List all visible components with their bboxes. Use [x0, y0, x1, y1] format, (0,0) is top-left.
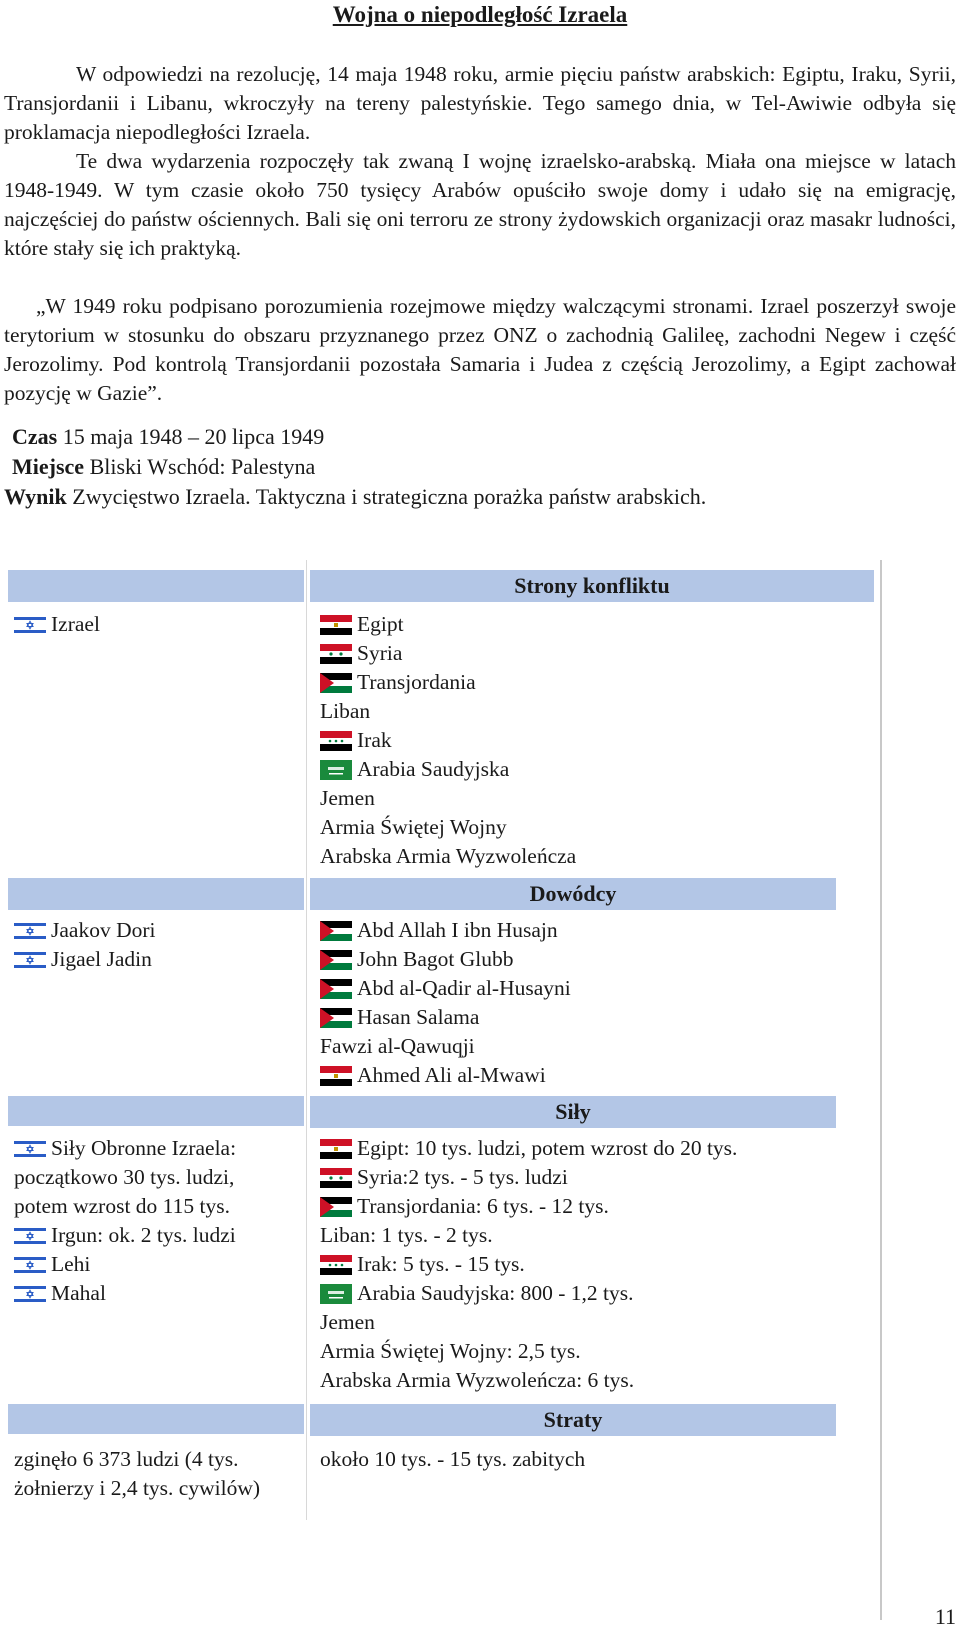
result-label: Wynik — [4, 484, 67, 509]
arab-side-5-label: Arabia Saudyjska — [357, 757, 510, 781]
arab-side-4 — [320, 726, 874, 755]
arab-side-0-label: Egipt — [357, 612, 404, 636]
egypt-flag-icon — [320, 615, 352, 635]
arab-force-8 — [320, 1366, 874, 1395]
paragraph-1: W odpowiedzi na rezolucję, 14 maja 1948 roku, armie pięciu państw arabskich: Egiptu, Iraku, Syrii, Transjordanii i Libanu, wkroczyły na tereny palestyńskie. Tego samego dnia, w Tel-Awiwie odbyła się proklamacja niepodległości Izraela. — [4, 62, 956, 144]
arab-side-7 — [320, 813, 874, 842]
arab-force-0-label: Egipt: 10 tys. ludzi, potem wzrost do 20 tys. — [357, 1136, 738, 1160]
arab-commander-0-label: Abd Allah I ibn Husajn — [357, 918, 558, 942]
israel-commander-0 — [14, 916, 304, 945]
header-strip-left-2 — [8, 878, 304, 910]
arab-force-6-label: Jemen — [320, 1310, 375, 1334]
israel-commander-0-label: Jaakov Dori — [51, 918, 156, 942]
saudi-flag-icon — [320, 1284, 352, 1304]
arab-commander-3-label: Hasan Salama — [357, 1005, 480, 1029]
arab-force-0 — [320, 1134, 874, 1163]
arab-side-2 — [320, 668, 874, 697]
arab-force-2-label: Transjordania: 6 tys. - 12 tys. — [357, 1194, 609, 1218]
info-result — [4, 482, 706, 512]
header-strip-left — [8, 570, 304, 602]
jordan-flag-icon — [320, 950, 352, 970]
israel-commanders-column — [14, 916, 304, 974]
israel-force-3-label: Irgun: ok. 2 tys. ludzi — [51, 1223, 236, 1247]
arab-side-0 — [320, 610, 874, 639]
arab-force-4-label: Irak: 5 tys. - 15 tys. — [357, 1252, 525, 1276]
header-sily: Siły — [310, 1096, 836, 1128]
israel-side-label: Izrael — [51, 612, 100, 636]
israel-force-3 — [14, 1221, 304, 1250]
place-value: Bliski Wschód: Palestyna — [89, 454, 316, 479]
header-strony: Strony konfliktu — [310, 570, 874, 602]
arab-force-2 — [320, 1192, 874, 1221]
header-strip-left-3 — [8, 1096, 304, 1126]
egypt-flag-icon — [320, 1066, 352, 1086]
arab-force-6 — [320, 1308, 874, 1337]
israel-force-1-label: początkowo 30 tys. ludzi, — [14, 1165, 235, 1189]
arab-force-7-label: Armia Świętej Wojny: 2,5 tys. — [320, 1339, 581, 1363]
arab-force-3-label: Liban: 1 tys. - 2 tys. — [320, 1223, 493, 1247]
israel-force-1 — [14, 1163, 304, 1192]
arab-commander-0 — [320, 916, 874, 945]
arab-commanders-column — [320, 916, 874, 1090]
israel-side-row — [14, 610, 304, 639]
arab-force-1-label: Syria:2 tys. - 5 tys. ludzi — [357, 1165, 568, 1189]
israel-commander-1 — [14, 945, 304, 974]
israel-flag-icon — [14, 1139, 46, 1159]
info-time — [12, 422, 324, 452]
arab-commander-1-label: John Bagot Glubb — [357, 947, 514, 971]
israel-flag-icon — [14, 615, 46, 635]
page-number: 11 — [934, 1604, 956, 1629]
israel-force-0-label: Siły Obronne Izraela: — [51, 1136, 237, 1160]
israel-force-5 — [14, 1279, 304, 1308]
arab-side-7-label: Armia Świętej Wojny — [320, 815, 507, 839]
syria-flag-icon — [320, 644, 352, 664]
arab-forces-column — [320, 1134, 874, 1395]
jordan-flag-icon — [320, 1008, 352, 1028]
arab-force-8-label: Arabska Armia Wyzwoleńcza: 6 tys. — [320, 1368, 635, 1392]
israel-flag-icon — [14, 1255, 46, 1275]
arab-commander-4-label: Fawzi al-Qawuqji — [320, 1034, 475, 1058]
israel-force-4-label: Lehi — [51, 1252, 91, 1276]
syria-flag-icon — [320, 1168, 352, 1188]
arab-side-2-label: Transjordania — [357, 670, 476, 694]
israel-force-2 — [14, 1192, 304, 1221]
israel-flag-icon — [14, 1284, 46, 1304]
jordan-flag-icon — [320, 673, 352, 693]
time-label: Czas — [12, 424, 58, 449]
egypt-flag-icon — [320, 1139, 352, 1159]
info-place — [12, 452, 315, 482]
israel-losses-line-2: żołnierzy i 2,4 tys. cywilów) — [14, 1476, 261, 1500]
arab-side-1 — [320, 639, 874, 668]
paragraph-2: Te dwa wydarzenia rozpoczęły tak zwaną I wojnę izraelsko-arabską. Miała ona miejsce w latach 1948-1949. W tym czasie około 750 tysięcy Arabów opuściło swoje domy i udało się na emigrację, najczęściej do państw ościennych. Bali się oni terroru ze strony żydowskich organizacji oraz masakr ludności, które stały się ich praktyką. — [4, 149, 956, 260]
time-value: 15 maja 1948 – 20 lipca 1949 — [62, 424, 325, 449]
arab-side-5 — [320, 755, 874, 784]
arab-sides-column — [320, 610, 874, 871]
arab-commander-3 — [320, 1003, 874, 1032]
arab-losses-text: około 10 tys. - 15 tys. zabitych — [320, 1447, 586, 1471]
israel-flag-icon — [14, 1226, 46, 1246]
saudi-flag-icon — [320, 760, 352, 780]
arab-force-3 — [320, 1221, 874, 1250]
arab-side-6-label: Jemen — [320, 786, 375, 810]
arab-commander-5-label: Ahmed Ali al-Mwawi — [357, 1063, 546, 1087]
arab-force-1 — [320, 1163, 874, 1192]
jordan-flag-icon — [320, 1197, 352, 1217]
jordan-flag-icon — [320, 979, 352, 999]
israel-forces-column — [14, 1134, 304, 1308]
israel-force-2-label: potem wzrost do 115 tys. — [14, 1194, 230, 1218]
arab-side-6 — [320, 784, 874, 813]
arab-side-8 — [320, 842, 874, 871]
arab-commander-1 — [320, 945, 874, 974]
arab-force-5 — [320, 1279, 874, 1308]
jordan-flag-icon — [320, 921, 352, 941]
israel-force-4 — [14, 1250, 304, 1279]
place-label: Miejsce — [12, 454, 85, 479]
header-strip-left-4 — [8, 1404, 304, 1434]
arab-commander-2-label: Abd al-Qadir al-Husayni — [357, 976, 571, 1000]
arab-force-4 — [320, 1250, 874, 1279]
table-right-border — [880, 560, 882, 1620]
arab-losses-column — [320, 1445, 874, 1474]
arab-side-8-label: Arabska Armia Wyzwoleńcza — [320, 844, 577, 868]
israel-commander-1-label: Jigael Jadin — [51, 947, 152, 971]
table-column-divider — [306, 560, 307, 1520]
iraq-flag-icon — [320, 731, 352, 751]
header-straty: Straty — [310, 1404, 836, 1436]
header-dowodcy: Dowódcy — [310, 878, 836, 910]
arab-force-5-label: Arabia Saudyjska: 800 - 1,2 tys. — [357, 1281, 634, 1305]
arab-side-3-label: Liban — [320, 699, 371, 723]
arab-force-7 — [320, 1337, 874, 1366]
israel-losses-column — [14, 1445, 304, 1503]
israel-force-5-label: Mahal — [51, 1281, 106, 1305]
israel-force-0 — [14, 1134, 304, 1163]
arab-side-1-label: Syria — [357, 641, 403, 665]
israel-flag-icon — [14, 950, 46, 970]
arab-commander-5 — [320, 1061, 874, 1090]
israel-losses-line-1: zginęło 6 373 ludzi (4 tys. — [14, 1447, 239, 1471]
paragraph-3: „W 1949 roku podpisano porozumienia rozejmowe między walczącymi stronami. Izrael poszerzył swoje terytorium w stosunku do obszaru przyznanego przez ONZ o zachodnią Galileę, zachodni Negew i część Jerozolimy. Pod kontrolą Transjordanii pozostała Samaria i Judea z częścią Jerozolimy, a Egipt zachował pozycję w Gazie”. — [4, 294, 956, 405]
arab-side-4-label: Irak — [357, 728, 392, 752]
arab-commander-4 — [320, 1032, 874, 1061]
arab-side-3 — [320, 697, 874, 726]
israel-side-column — [14, 610, 304, 639]
arab-commander-2 — [320, 974, 874, 1003]
page-title: Wojna o niepodległość Izraela — [332, 2, 628, 27]
iraq-flag-icon — [320, 1255, 352, 1275]
israel-flag-icon — [14, 921, 46, 941]
result-value: Zwycięstwo Izraela. Taktyczna i strategiczna porażka państw arabskich. — [72, 484, 707, 509]
